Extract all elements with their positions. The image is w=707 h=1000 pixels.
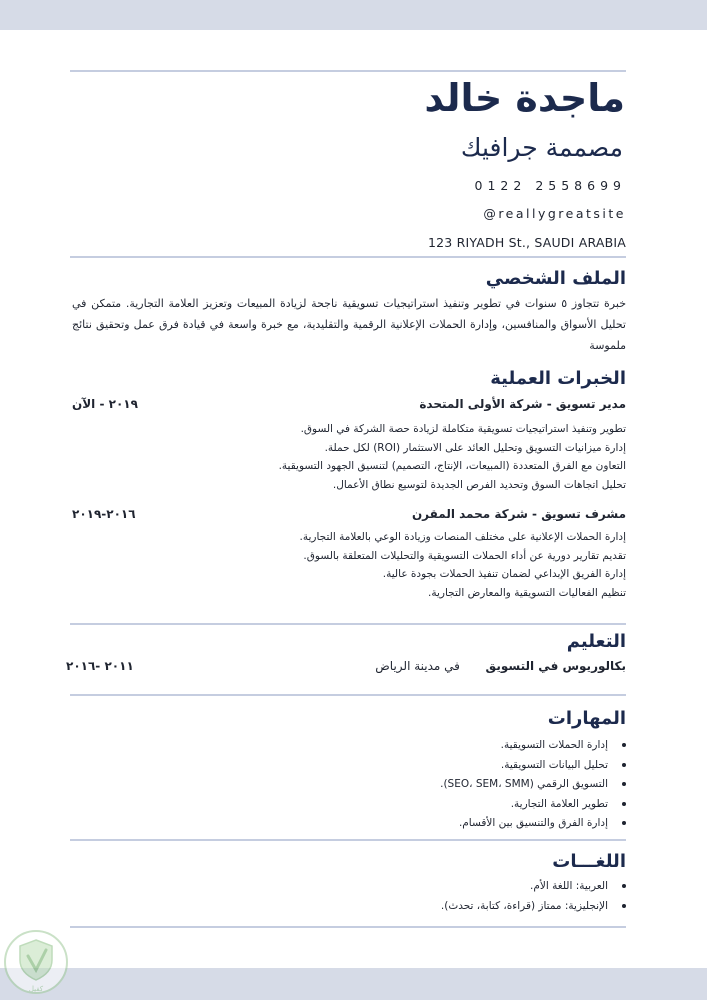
logo-caption: كفيل [28, 985, 44, 993]
divider [70, 70, 626, 72]
list-item: التسويق الرقمي (SEO، SEM، SMM). [440, 775, 626, 795]
bullet-icon [622, 884, 626, 888]
bottom-band [0, 968, 707, 1000]
education-period: ٢٠١١ -٢٠١٦ [66, 659, 134, 673]
list-item: الإنجليزية: ممتاز (قراءة، كتابة، تحدث). [441, 897, 626, 917]
profile-text: خبرة تتجاوز ٥ سنوات في تطوير وتنفيذ استراتيجيات تسويقية ناجحة لزيادة المبيعات وتعزيز العلامة التجارية. متمكن في تحليل الأسواق والمنافسين، وإدارة الحملات الإعلانية الرقمية والتقليدية، مع خبرة واسعة في قيادة فرق عمل وتحقيق نتائج ملموسة [72, 297, 626, 352]
divider [70, 623, 626, 625]
job-row [72, 507, 626, 521]
list-item: إدارة الحملات التسويقية. [440, 736, 626, 756]
list-item: تحليل اتجاهات السوق وتحديد الفرص الجديدة لتوسيع نطاق الأعمال. [332, 479, 626, 492]
skills-heading: المهارات [547, 708, 626, 729]
divider [70, 839, 626, 841]
job-period: ٢٠١٩ - الآن [72, 397, 138, 411]
bullet-icon [622, 782, 626, 786]
bullet-icon [622, 763, 626, 767]
job-period: ٢٠١٦-٢٠١٩ [72, 507, 136, 521]
languages-list [441, 877, 626, 916]
watermark-logo-icon [2, 928, 70, 996]
candidate-name: ماجدة خالد [424, 76, 625, 120]
divider [70, 926, 626, 928]
top-band [0, 0, 707, 30]
bullet-icon [622, 802, 626, 806]
list-item: العربية: اللغة الأم. [441, 877, 626, 897]
list-item: إدارة الفرق والتنسيق بين الأقسام. [440, 814, 626, 834]
list-item: تقديم تقارير دورية عن أداء الحملات التسويقية والتحليلات المتعلقة بالسوق. [303, 549, 626, 562]
bullet-icon [622, 743, 626, 747]
job-duties [279, 420, 626, 495]
list-item: إدارة الفريق الإبداعي لضمان تنفيذ الحملات بجودة عالية. [382, 568, 626, 581]
list-item: التعاون مع الفرق المتعددة (المبيعات، الإنتاج، التصميم) لتنسيق الجهود التسويقية. [278, 460, 626, 473]
list-item: تطوير العلامة التجارية. [440, 795, 626, 815]
institution-location: في مدينة الرياض [375, 659, 460, 673]
phone-number: 0122 2558699 [474, 178, 626, 193]
education-row [66, 659, 626, 673]
degree: بكالوريوس في التسويق [485, 659, 626, 673]
job-row [72, 397, 626, 411]
divider [70, 256, 626, 258]
address: 123 RIYADH St., SAUDI ARABIA [427, 235, 626, 250]
list-item: إدارة ميزانيات التسويق وتحليل العائد على الاستثمار (ROI) لكل حملة. [324, 441, 626, 454]
list-item: تطوير وتنفيذ استراتيجيات تسويقية متكاملة لزيادة حصة الشركة في السوق. [300, 423, 626, 435]
job-duties [300, 528, 626, 603]
list-item: إدارة الحملات الإعلانية على مختلف المنصات وزيادة الوعي بالعلامة التجارية. [299, 531, 626, 543]
list-item: تنظيم الفعاليات التسويقية والمعارض التجارية. [428, 587, 626, 600]
job-title: مشرف تسويق - شركة محمد المقرن [411, 507, 626, 521]
profile-heading: الملف الشخصي [485, 268, 626, 289]
job-title: مدير تسويق - شركة الأولى المتحدة [419, 397, 626, 411]
website: @reallygreatsite [483, 206, 626, 221]
experience-heading: الخبرات العملية [490, 368, 626, 389]
list-item: تحليل البيانات التسويقية. [440, 756, 626, 776]
education-heading: التعليم [566, 631, 626, 652]
bullet-icon [622, 821, 626, 825]
bullet-icon [622, 904, 626, 908]
divider [70, 694, 626, 696]
skills-list [440, 736, 626, 834]
job-title: مصممة جرافيك [460, 133, 623, 162]
languages-heading: اللغـــات [552, 851, 626, 872]
